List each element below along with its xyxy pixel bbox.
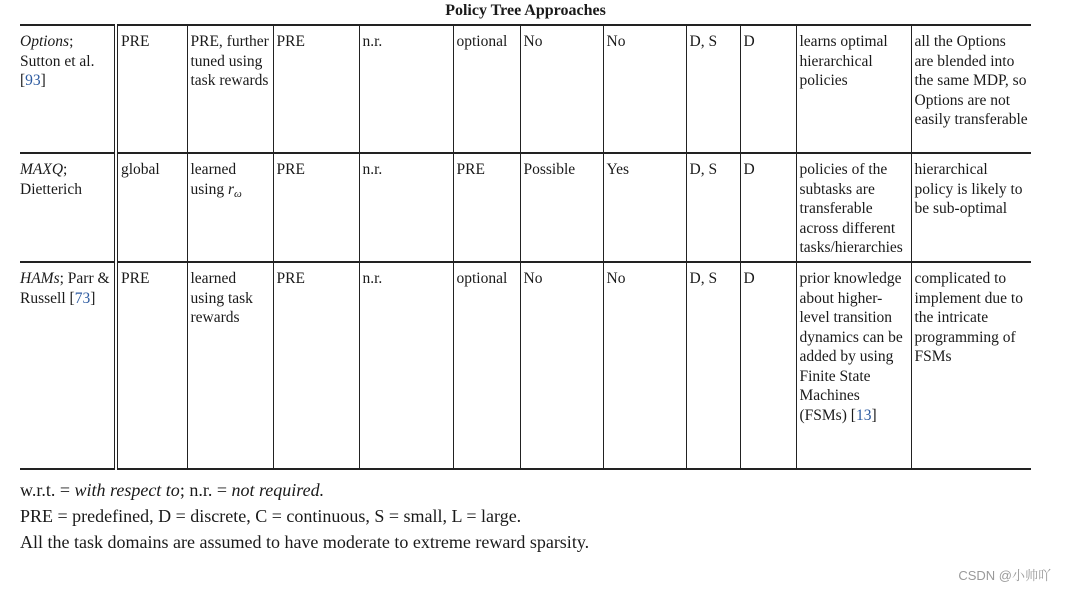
method-name: HAMs [20, 270, 60, 287]
table-cell: global [116, 153, 187, 262]
citation-link[interactable]: 93 [25, 72, 41, 89]
table-cell: No [603, 262, 686, 469]
note-abbrev-wrt: w.r.t. = with respect to; n.r. = not required. [20, 480, 325, 500]
table-row [20, 262, 1031, 469]
table-cell: D [740, 153, 796, 262]
note-reward-sparsity: All the task domains are assumed to have moderate to extreme reward sparsity. [20, 532, 590, 552]
method-author: Parr & Russell [20, 270, 110, 307]
table-cell: D, S [686, 153, 740, 262]
advantage-cell: learns optimal hierarchical policies [796, 25, 911, 153]
table-cell: PRE [116, 25, 187, 153]
policy-tree-table [20, 24, 1031, 470]
table-cell: Possible [520, 153, 603, 262]
limitation-cell: complicated to implement due to the intricate programming of FSMs [911, 262, 1031, 469]
limitation-cell: all the Options are blended into the same MDP, so Options are not easily transferable [911, 25, 1031, 153]
table-cell: optional [453, 262, 520, 469]
method-name: Options [20, 33, 70, 50]
table-cell: n.r. [359, 153, 453, 262]
table-cell: Yes [603, 153, 686, 262]
method-cell: MAXQ; Dietterich [20, 153, 116, 262]
table-cell: PRE [116, 262, 187, 469]
table-cell: No [520, 262, 603, 469]
table-cell: PRE [273, 153, 359, 262]
method-name: MAXQ [20, 161, 64, 178]
table-cell: learned using $r_\omega$ [187, 153, 273, 262]
table-cell: D, S [686, 25, 740, 153]
table-cell: D [740, 262, 796, 469]
method-cell: HAMs; Parr & Russell [73] [20, 262, 116, 469]
math-r-omega: $r_\omega$ [227, 180, 242, 200]
citation-link[interactable]: 73 [74, 289, 91, 307]
table-cell: n.r. [359, 25, 453, 153]
advantage-cell: prior knowledge about higher-level transition dynamics can be added by using Finite State Machines (FSMs) [13] [796, 262, 911, 469]
table-cell: learned using task rewards [187, 262, 273, 469]
advantage-cell: policies of the subtasks are transferable across different tasks/hierarchies [796, 153, 911, 262]
table-cell: D, S [686, 262, 740, 469]
method-author: Sutton et al. [20, 52, 95, 70]
table-row [20, 25, 1031, 153]
table-cell: optional [453, 25, 520, 153]
table-cell: n.r. [359, 262, 453, 469]
table-row [20, 153, 1031, 262]
watermark: CSDN @小帅吖 [958, 568, 1051, 583]
table-cell: No [603, 25, 686, 153]
table-cell: PRE [453, 153, 520, 262]
table-cell: PRE [273, 25, 359, 153]
table-cell: PRE [273, 262, 359, 469]
table-cell: No [520, 25, 603, 153]
table-cell: PRE, further tuned using task rewards [187, 25, 273, 153]
table-title: Policy Tree Approaches [445, 2, 606, 19]
citation-link[interactable]: 13 [855, 406, 872, 424]
note-abbrev-pre: PRE = predefined, D = discrete, C = continuous, S = small, L = large. [20, 506, 522, 526]
table-notes [20, 477, 589, 555]
method-cell: Options; Sutton et al. [93] [20, 25, 116, 153]
limitation-cell: hierarchical policy is likely to be sub-optimal [911, 153, 1031, 262]
table-cell: D [740, 25, 796, 153]
method-author: Dietterich [20, 180, 82, 198]
